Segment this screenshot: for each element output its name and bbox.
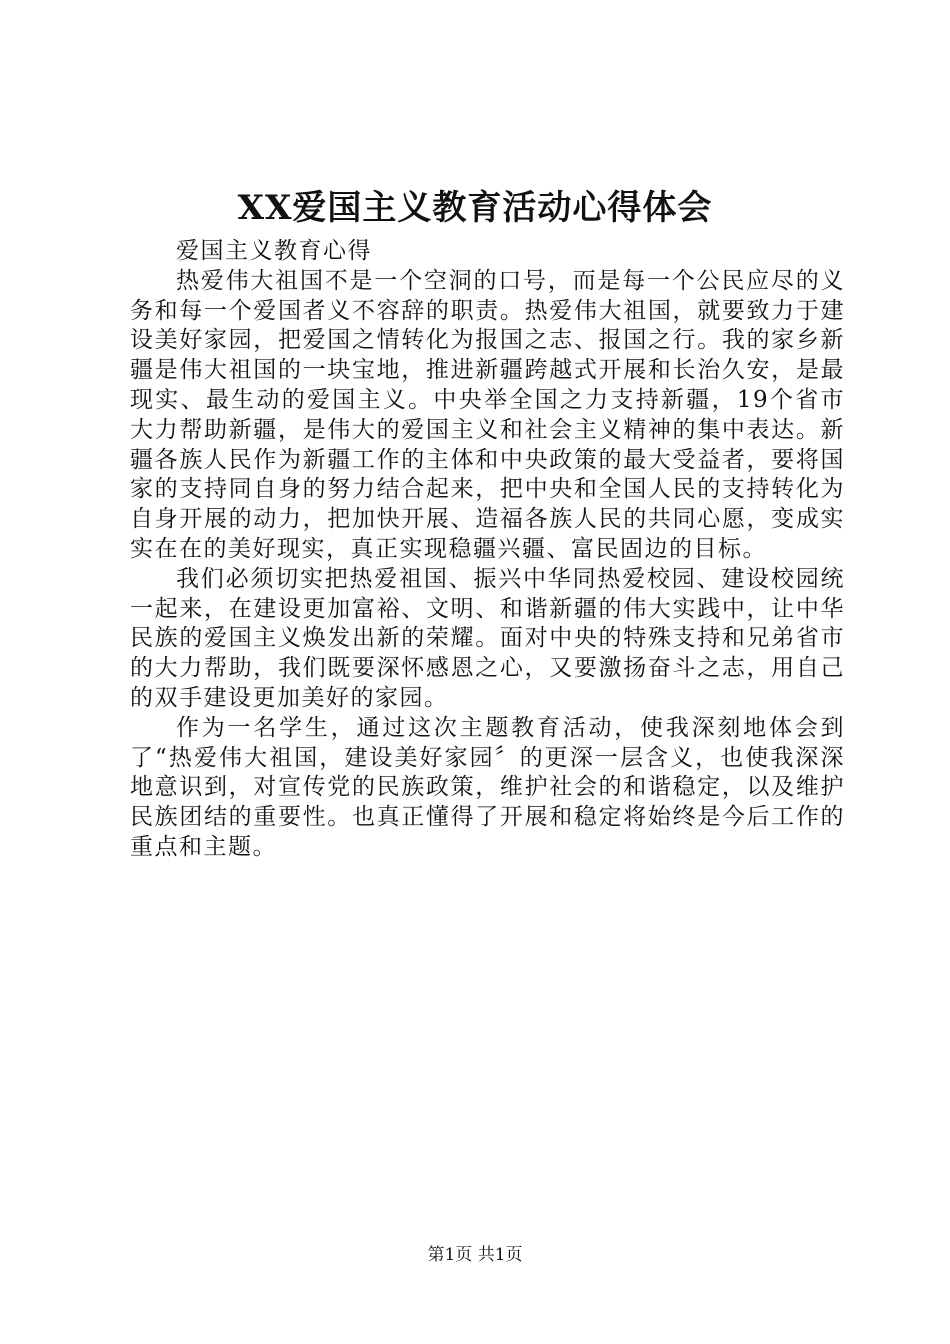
document-body: [130, 237, 845, 863]
paragraph: 作为一名学生，通过这次主题教育活动，使我深刻地体会到了“热爱伟大祖国，建设美好家园〞的更深一层含义，也使我深深地意识到，对宣传党的民族政策，维护社会的和谐稳定，以及维护民族团结的重要性。也真正懂得了开展和稳定将始终是今后工作的重点和主题。: [130, 714, 845, 860]
paragraph: 我们必须切实把热爱祖国、振兴中华同热爱校园、建设校园统一起来，在建设更加富裕、文明、和谐新疆的伟大实践中，让中华民族的爱国主义焕发出新的荣耀。面对中央的特殊支持和兄弟省市的大力帮助，我们既要深怀感恩之心，又要激扬奋斗之志，用自己的双手建设更加美好的家园。: [130, 565, 845, 711]
paragraph: 热爱伟大祖国不是一个空洞的口号，而是每一个公民应尽的义务和每一个爱国者义不容辞的职责。热爱伟大祖国，就要致力于建设美好家园，把爱国之情转化为报国之志、报国之行。我的家乡新疆是伟大祖国的一块宝地，推进新疆跨越式开展和长治久安，是最现实、最生动的爱国主义。中央举全国之力支持新疆，19个省市大力帮助新疆，是伟大的爱国主义和社会主义精神的集中表达。新疆各族人民作为新疆工作的主体和中央政策的最大受益者，要将国家的支持同自身的努力结合起来，把中央和全国人民的支持转化为自身开展的动力，把加快开展、造福各族人民的共同心愿，变成实实在在的美好现实，真正实现稳疆兴疆、富民固边的目标。: [130, 267, 845, 562]
document-title: XX爱国主义教育活动心得体会: [237, 188, 713, 228]
paragraph-subtitle: 爱国主义教育心得: [176, 238, 372, 264]
page-footer: 第1页 共1页: [427, 1245, 523, 1265]
